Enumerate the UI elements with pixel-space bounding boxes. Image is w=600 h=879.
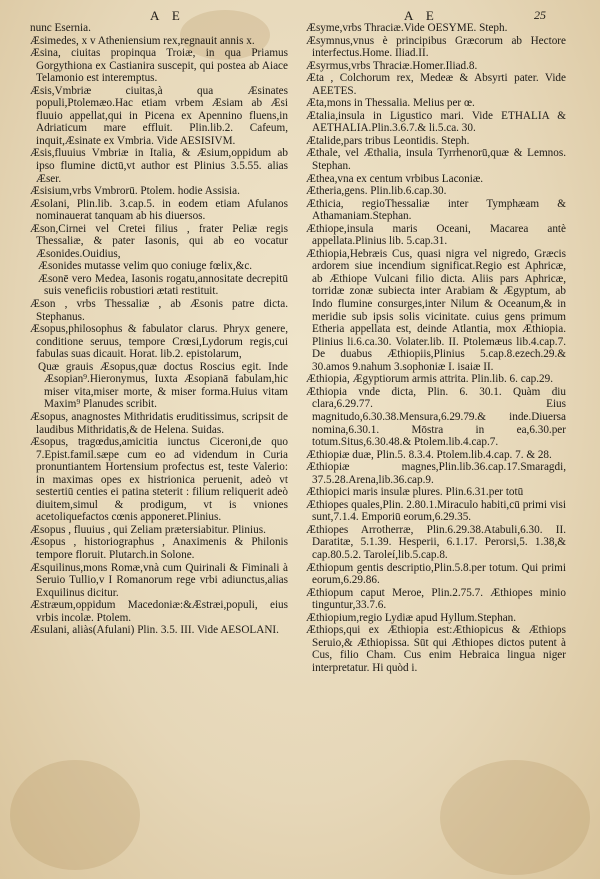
dictionary-entry: Æthicia, regioThessaliæ inter Tymphæam & Athamaniam.Stephan. (306, 197, 566, 223)
quotation: Quæ grauis Æsopus,quæ doctus Roscius egit. Inde Æsopian⁹.Hieronymus, Iuxta Æsopianā fabulam,hic miser vita,miser morte, & miser forma.Huius vitam Maxim⁹ Planudes scribit. (38, 360, 288, 411)
dictionary-entry: Æstræum,oppidum Macedoniæ:&Æstræi,populi, eius vrbis incolæ. Ptolem. (30, 599, 288, 624)
dictionary-entry: Æta , Colchorum rex, Medeæ & Absyrti pater. Vide AEETES. (306, 72, 566, 97)
dictionary-entry: Æthiopia, Ægyptiorum armis attrita. Plin.lib. 6. cap.29. (306, 373, 554, 386)
dictionary-entry: Æthiopium,regio Lydiæ apud Hyllum.Stephan. (306, 611, 517, 624)
dictionary-entry: Æsymnus,vnus è principibus Græcorum ab Hectore interfectus.Home. Iliad.II. (306, 34, 566, 60)
dictionary-entry: Æsonē vero Medea, Iasonis rogatu,annositate decrepitū suis veneficiis robustiori ætati restituit. (38, 272, 288, 298)
dictionary-entry: Æsulani, aliàs(Afulani) Plin. 3.5. III. Vide AESOLANI. (30, 624, 279, 637)
dictionary-entry: Æthiopiæ duæ, Plin.5. 8.3.4. Ptolem.lib.4.cap. 7. & 28. (306, 448, 552, 461)
header-right: A E (404, 8, 439, 23)
dictionary-entry: Æsopus , historiographus , Anaximenis & Philonis tempore floruit. Plutarch.in Solone. (30, 536, 288, 561)
dictionary-entry: Æsopus,philosophus & fabulator clarus. Phryx genere, conditione seruus, tempore Crœsi,Lydorum regis,cui fabulas suas dicauit. Horat. lib.2. epistolarum, (30, 323, 288, 361)
dictionary-entry: Æthiopiæ magnes,Plin.lib.36.cap.17.Smaragdi, 37.5.28.Arena,lib.36.cap.9. (306, 461, 566, 486)
dictionary-entry: Æsyrmus,vrbs Thraciæ.Homer.Iliad.8. (306, 59, 478, 72)
dictionary-entry: Æta,mons in Thessalia. Melius per œ. (306, 97, 475, 110)
dictionary-entry: Ætalide,pars tribus Leontidis. Steph. (306, 134, 470, 147)
dictionary-entry: Æthiopes quales,Plin. 2.80.1.Miraculo habiti,cū primi visi sunt,7.1.4. Emporiū eorum,6.29.35. (306, 498, 566, 524)
dictionary-entry: Æthiopia,Hebræis Cus, quasi nigra vel nigredo, Græcis ardorem siue incendium significat.Regio est Aphricæ, ab Æthiope Vulcani filio dicta. Aliis pars Aphricæ, torridæ zonæ subiecta inter Arabiam & Ægyptum, ab Indo flumine consurges,inter Nilum & Oceanum,& in meridie sub ipsis solis vicinitate. cuius gens primum Etheria appellata est, deinde Atlantia, mox Æthiopia. Plinius li.6.ca.30. Volater.lib. II. Ptolemæus lib.4.cap.7. De duabus Æthiopiis,Plinius 5.cap.8.ezech.29.& 30.amos 9.nahum 3.sophoniæ I. isaiæ II. (306, 247, 566, 373)
dictionary-entry: Æsisium,vrbs Vmbrorū. Ptolem. hodie Assisia. (30, 185, 240, 198)
dictionary-entry: nunc Esernia. (30, 22, 91, 34)
dictionary-entry: Æthiopici maris insulæ plures. Plin.6.31.per totū (306, 486, 524, 499)
dictionary-entry: Æthiopum caput Meroe, Plin.2.75.7. Æthiopes minio tinguntur,33.7.6. (306, 586, 566, 612)
dictionary-entry: Æsolani, Plin.lib. 3.cap.5. in eodem etiam Afulanos nominauerat tanquam ab his diuersos. (30, 197, 288, 223)
dictionary-entry: Æthiopum gentis descriptio,Plin.5.8.per totum. Qui primi eorum,6.29.86. (306, 561, 566, 587)
dictionary-entry: Æsimedes, x v Atheniensium rex,regnauit annis x. (30, 34, 255, 47)
left-column (30, 22, 288, 637)
paper-stain (10, 760, 140, 870)
dictionary-entry: Æson , vrbs Thessaliæ , ab Æsonis patre dicta. Stephanus. (30, 298, 288, 323)
dictionary-entry: Ætheria,gens. Plin.lib.6.cap.30. (306, 185, 447, 198)
paper-stain (440, 760, 590, 875)
page-number: 25 (534, 8, 546, 22)
quotation: Æsonides mutasse velim quo coniuge fœlix,&c. (38, 260, 253, 273)
dictionary-entry: Æsopus, tragœdus,amicitia iunctus Ciceroni,de quo 7.Epist.famil.sæpe cum eo ad videndum in Curia pronuntiantem Hortensium profectus est, teste Valerio: in maximas opes ex histrionica peruenit, adeò vt sestertiū centies ei patina steterit : filium reliquerit adeò diuitem,simul & prodigum, vt is vniones acetoliquefactos cœnis apponeret.Plinius. (30, 436, 288, 524)
dictionary-entry: Æsopus, anagnostes Mithridatis eruditissimus, scripsit de laudibus Mithridatis,& de Helena. Suidas. (30, 410, 288, 436)
header-left: A E (150, 8, 185, 23)
dictionary-entry: Æsis,fluuius Vmbriæ in Italia, & Æsium,oppidum ab ipso flumine dictū,vt author est Plinius 3.5.55. alias Æser. (30, 147, 288, 185)
dictionary-entry: Æsopus , fluuius , qui Zeliam prætersiabitur. Plinius. (30, 523, 266, 536)
dictionary-entry: Æthiopes Arrotherræ, Plin.6.29.38.Atabuli,6.30. II. Daratitæ, 5.1.39. Hesperii, 6.1.17. Perorsi,5. 1.38,& cap.80.5.2. Taroleí,lib.5.cap.8. (306, 523, 566, 561)
dictionary-entry: Æsina, ciuitas propinqua Troiæ, in qua Priamus Gorgythiona ex Castianira suscepit, qui postea ab Aiace Telamonio est interemptus. (30, 47, 288, 85)
dictionary-entry: Æthea,vna ex centum vrbibus Laconiæ. (306, 172, 484, 185)
dictionary-entry: Æsquilinus,mons Romæ,vnà cum Quirinali & Fiminali à Seruio Tullio,v I Romanorum rege vrbi adiunctus,alias Exquilinus dicitur. (30, 561, 288, 599)
right-column (306, 22, 566, 674)
dictionary-entry: Æson,Cirnei vel Cretei filius , frater Peliæ regis Thessaliæ, & pater Iasonis, qui ab eo vocatur Æsonides.Ouidius, (30, 222, 288, 260)
dictionary-entry: Ætalia,insula in Ligustico mari. Vide ETHALIA & AETHALIA.Plin.3.6.7.& li.5.ca. 30. (306, 109, 566, 135)
dictionary-entry: Æthiope,insula maris Oceani, Macarea antè appellata.Plinius lib. 5.cap.31. (306, 222, 566, 248)
dictionary-entry: Æthale, vel Æthalia, insula Tyrrhenorū,quæ & Lemnos. Stephan. (306, 147, 566, 173)
dictionary-entry: Æthiops,qui ex Æthiopia est:Æthiopicus & Æthiops Seruio,& Æthiopissa. Sūt qui Æthiopes dictos putent à Cus, filio Cham. Cus enim Hebraica lingua niger interpretatur. Hi quòd i. (306, 624, 566, 674)
dictionary-entry: Æthiopia vnde dicta, Plin. 6. 30.1. Quàm diu clara,6.29.77. Eius magnitudo,6.30.38.Mensura,6.29.79.& inde.Diuersa nomina,6.30.1. Mōstra in ea,6.30.per totum.Situs,6.30.48.& Ptolem.lib.4.cap.7. (306, 385, 566, 449)
dictionary-entry: Æsis,Vmbriæ ciuitas,à qua Æsinates populi,Ptolemæo.Hac etiam vrbem Æsiam ab Æsi fluuio appellat,qui in Picena ex Apennino fluens,in Adriaticum mare effluit. Plin.lib.2. Cafeum, inquit,Æsinate ex Vmbria. Vide AESISIVM. (30, 84, 288, 147)
dictionary-entry: Æsyme,vrbs Thraciæ.Vide OESYME. Steph. (306, 22, 508, 34)
